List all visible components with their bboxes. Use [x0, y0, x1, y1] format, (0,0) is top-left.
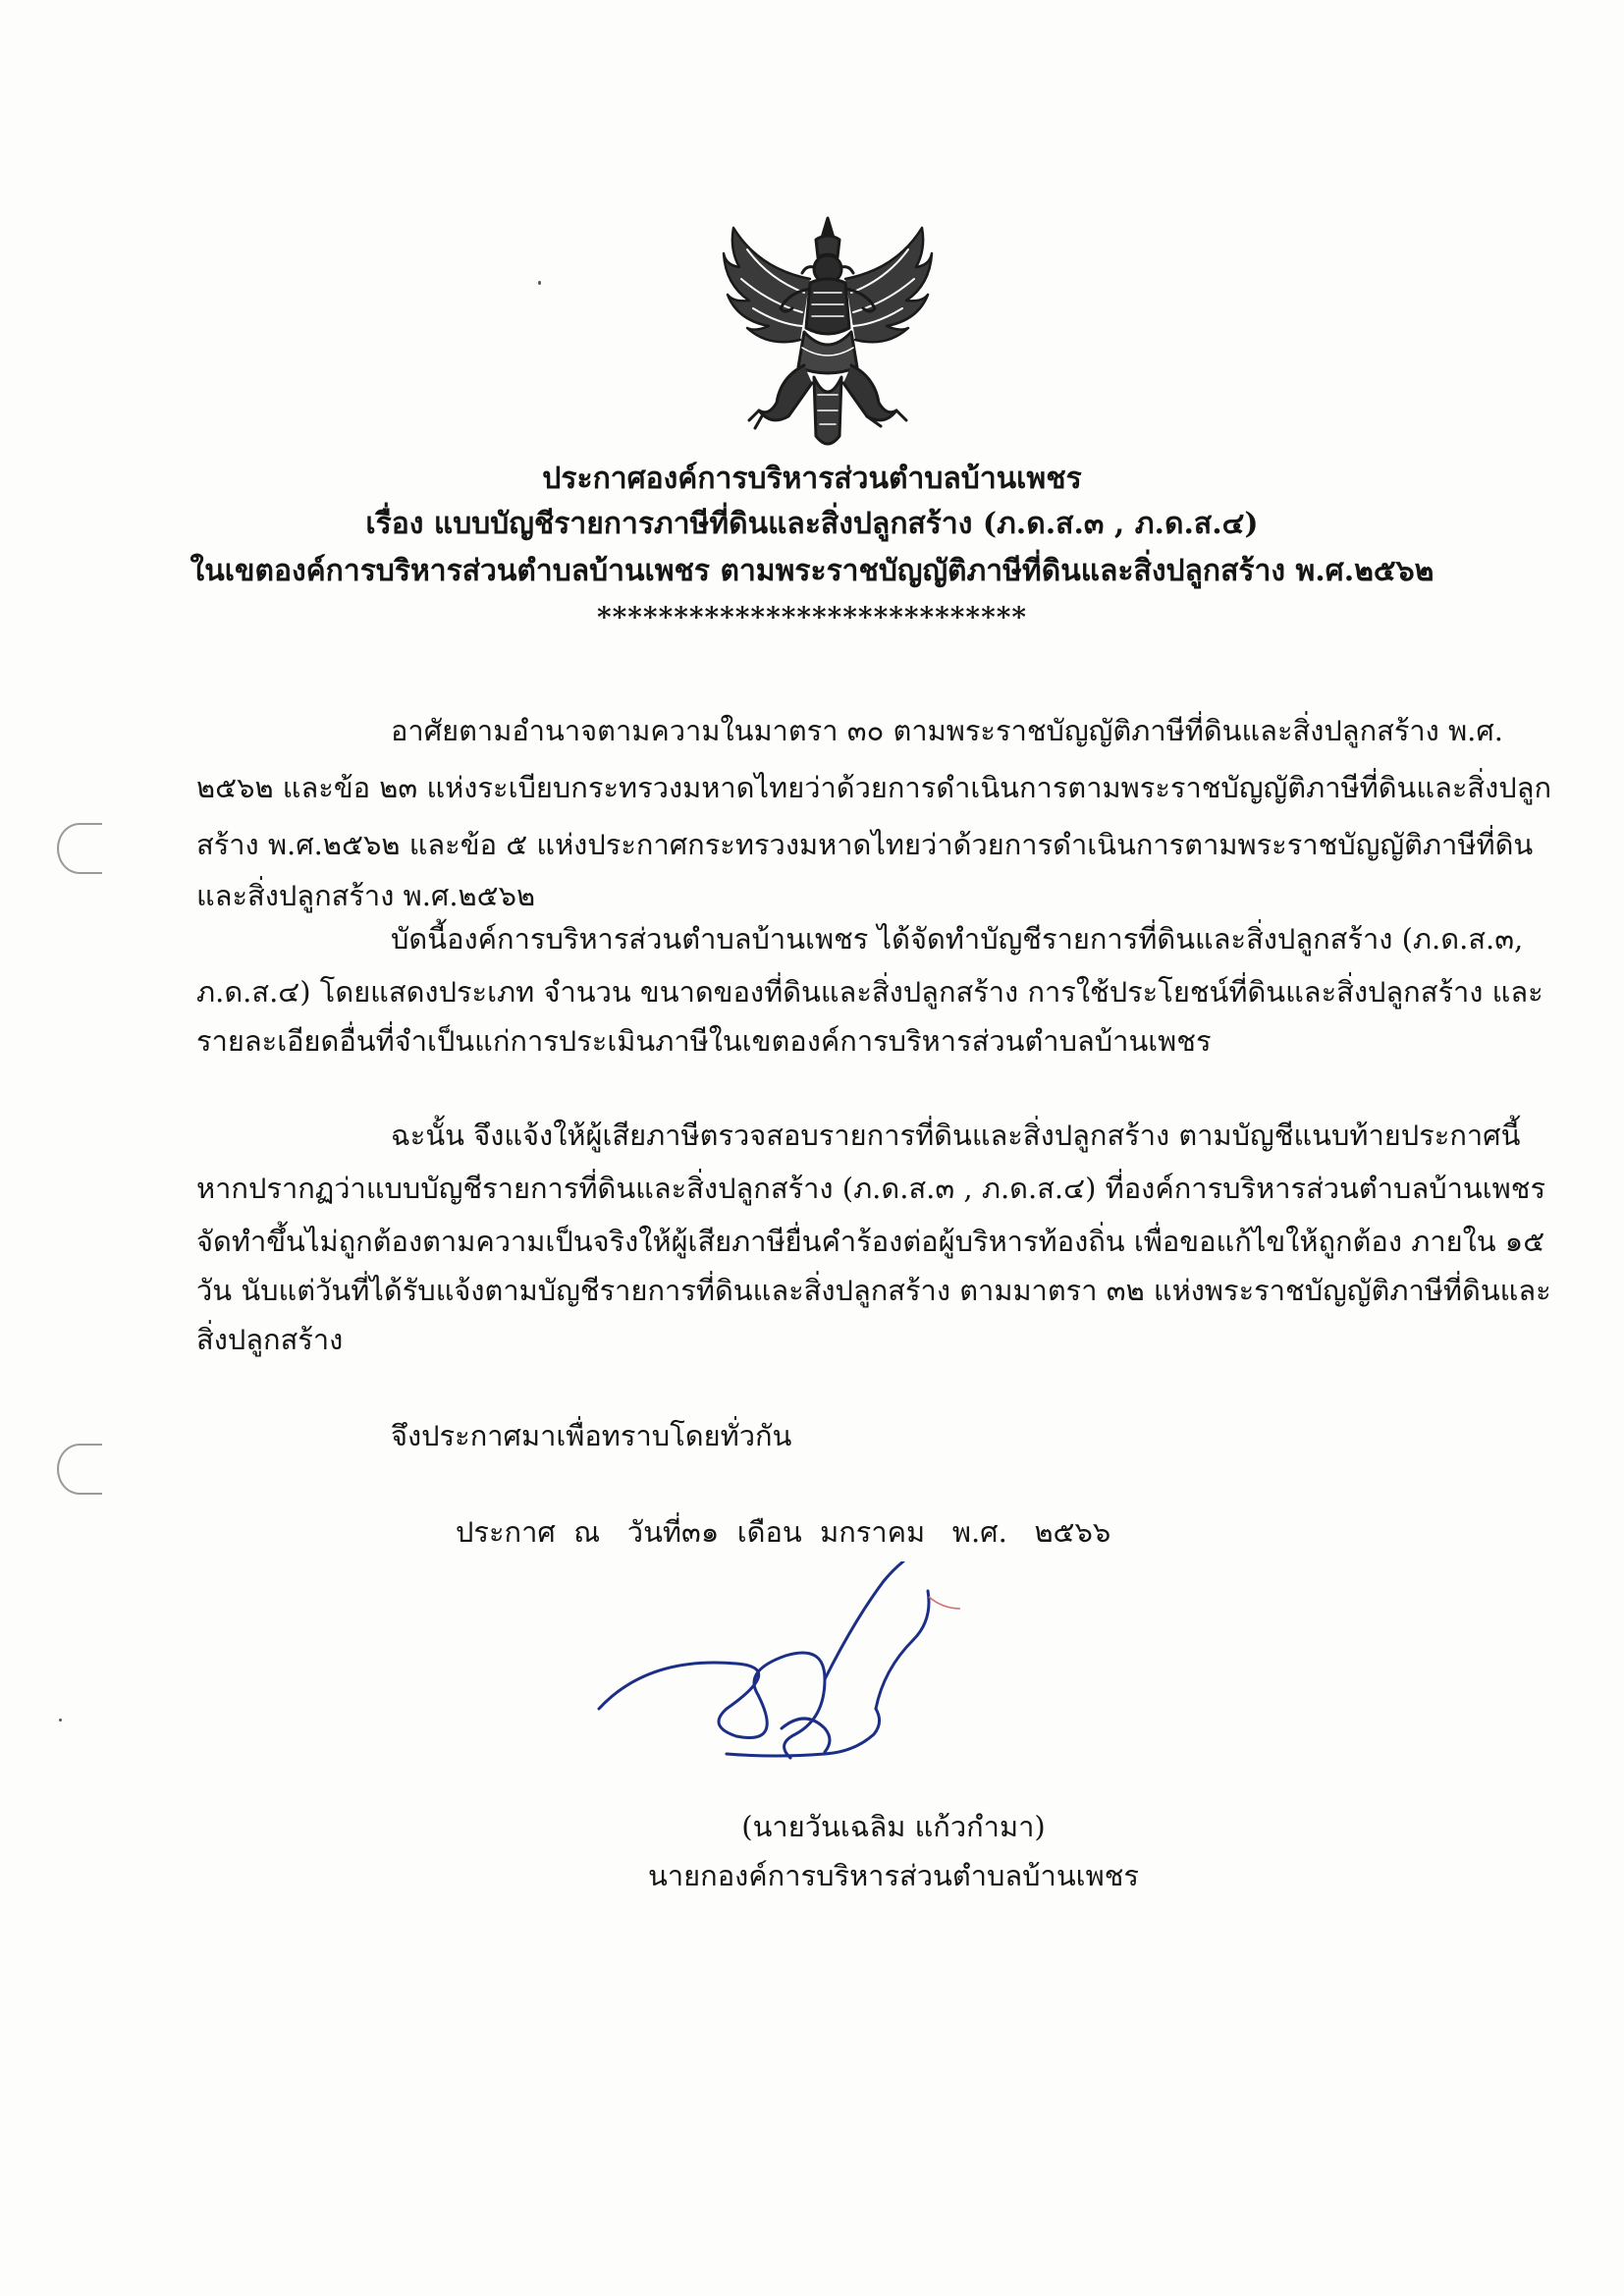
paragraph-3-line: จัดทำขึ้นไม่ถูกต้องตามความเป็นจริงให้ผู้เสียภาษียื่นคำร้องต่อผู้บริหารท้องถิ่น เพื่อขอแก้ไขให้ถูกต้อง ภายใน ๑๕ [196, 1225, 1545, 1258]
signatory-name: (นายวันเฉลิม แก้วกำมา) [741, 1810, 1046, 1843]
paragraph-1-line: สร้าง พ.ศ.๒๕๖๒ และข้อ ๕ แห่งประกาศกระทรวงมหาดไทยว่าด้วยการดำเนินการตามพระราชบัญญัติภาษีที่ดิน [196, 828, 1534, 861]
paragraph-1-line: อาศัยตามอำนาจตามความในมาตรา ๓๐ ตามพระราชบัญญัติภาษีที่ดินและสิ่งปลูกสร้าง พ.ศ. [391, 714, 1504, 747]
paragraph-1-line: และสิ่งปลูกสร้าง พ.ศ.๒๕๖๒ [196, 879, 536, 912]
paragraph-1-line: ๒๕๖๒ และข้อ ๒๓ แห่งระเบียบกระทรวงมหาดไทยว่าด้วยการดำเนินการตามพระราชบัญญัติภาษีที่ดินและสิ่งปลูก [196, 771, 1552, 804]
closing-statement: จึงประกาศมาเพื่อทราบโดยทั่วกัน [391, 1419, 792, 1452]
paragraph-2-line: ภ.ด.ส.๔) โดยแสดงประเภท จำนวน ขนาดของที่ดินและสิ่งปลูกสร้าง การใช้ประโยชน์ที่ดินและสิ่งปลูกสร้าง และ [196, 975, 1543, 1009]
announcement-subject: เรื่อง แบบบัญชีรายการภาษีที่ดินและสิ่งปลูกสร้าง (ภ.ด.ส.๓ , ภ.ด.ส.๔) [365, 507, 1259, 541]
announcement-scope: ในเขตองค์การบริหารส่วนตำบลบ้านเพชร ตามพระราชบัญญัติภาษีที่ดินและสิ่งปลูกสร้าง พ.ศ.๒๕๖๒ [189, 554, 1435, 588]
paragraph-2-line: รายละเอียดอื่นที่จำเป็นแก่การประเมินภาษีในเขตองค์การบริหารส่วนตำบลบ้านเพชร [196, 1024, 1212, 1058]
paragraph-3-line: วัน นับแต่วันที่ได้รับแจ้งตามบัญชีรายการที่ดินและสิ่งปลูกสร้าง ตามมาตรา ๓๒ แห่งพระราชบัญญัติภาษีที่ดินและ [196, 1274, 1551, 1307]
punch-hole [57, 1444, 102, 1495]
punch-hole [57, 823, 102, 874]
handwritten-signature [589, 1561, 1060, 1787]
scan-speck [59, 1719, 62, 1722]
announcement-title: ประกาศองค์การบริหารส่วนตำบลบ้านเพชร [542, 462, 1082, 496]
paragraph-2-line: บัดนี้องค์การบริหารส่วนตำบลบ้านเพชร ได้จัดทำบัญชีรายการที่ดินและสิ่งปลูกสร้าง (ภ.ด.ส.๓, [391, 922, 1524, 956]
scan-speck [538, 281, 541, 285]
signatory-title: นายกองค์การบริหารส่วนตำบลบ้านเพชร [648, 1859, 1139, 1892]
garuda-emblem-icon [720, 210, 936, 456]
paragraph-3-line: หากปรากฏว่าแบบบัญชีรายการที่ดินและสิ่งปลูกสร้าง (ภ.ด.ส.๓ , ภ.ด.ส.๔) ที่องค์การบริหารส่วนตำบลบ้านเพชร [196, 1172, 1546, 1205]
announcement-date: ประกาศ ณ วันที่๓๑ เดือน มกราคม พ.ศ. ๒๕๖๖ [456, 1515, 1111, 1549]
paragraph-3-line: สิ่งปลูกสร้าง [196, 1323, 344, 1356]
paragraph-3-line: ฉะนั้น จึงแจ้งให้ผู้เสียภาษีตรวจสอบรายการที่ดินและสิ่งปลูกสร้าง ตามบัญชีแนบท้ายประกาศนี้ [391, 1119, 1521, 1152]
heading-separator: **************************** [597, 601, 1027, 633]
